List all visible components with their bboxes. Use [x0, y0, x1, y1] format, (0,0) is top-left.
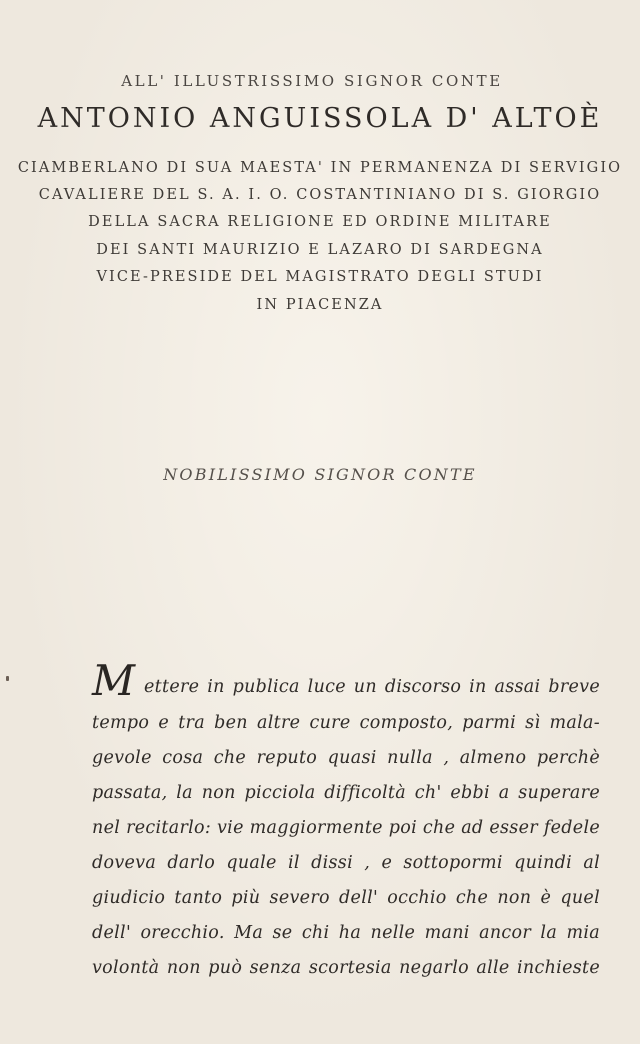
title-line: IN PIACENZA	[256, 297, 384, 313]
ink-speck	[6, 676, 9, 681]
title-line: DEI SANTI MAURIZIO E LAZARO DI SARDEGNA	[96, 242, 544, 258]
body-line: gevole cosa che reputo quasi nulla , almeno perchè	[92, 748, 600, 768]
body-line: nel recitarlo: vie maggiormente poi che ad esser fedele	[92, 818, 600, 838]
drop-cap: M	[92, 656, 136, 705]
title-line: DELLA SACRA RELIGIONE ED ORDINE MILITARE	[88, 214, 552, 230]
title-line: CIAMBERLANO DI SUA MAESTA' IN PERMANENZA DI SERVIGIO	[17, 160, 623, 176]
body-line: volontà non può senza scortesia negarlo alle inchieste	[92, 958, 600, 978]
body-line: passata, la non picciola difficoltà ch' ebbi a superare	[92, 783, 600, 803]
salutation: NOBILISSIMO SIGNOR CONTE	[163, 465, 477, 484]
title-line: CAVALIERE DEL S. A. I. O. COSTANTINIANO DI S. GIORGIO	[38, 187, 602, 203]
dedicatee-name: ANTONIO ANGUISSOLA D' ALTOÈ	[37, 103, 603, 134]
body-line: giudicio tanto più severo dell' occhio che non è quel	[92, 888, 600, 908]
title-line: VICE-PRESIDE DEL MAGISTRATO DEGLI STUDI	[96, 269, 544, 285]
body-line: dell' orecchio. Ma se chi ha nelle mani ancor la mia	[92, 923, 600, 943]
body-line: tempo e tra ben altre cure composto, parmi sì mala-	[92, 713, 600, 733]
body-line: ettere in publica luce un discorso in assai breve	[144, 677, 600, 697]
dedication-heading: ALL' ILLUSTRISSIMO SIGNOR CONTE	[121, 72, 503, 90]
body-line: doveva darlo quale il dissi , e sottopormi quindi al	[92, 853, 600, 873]
